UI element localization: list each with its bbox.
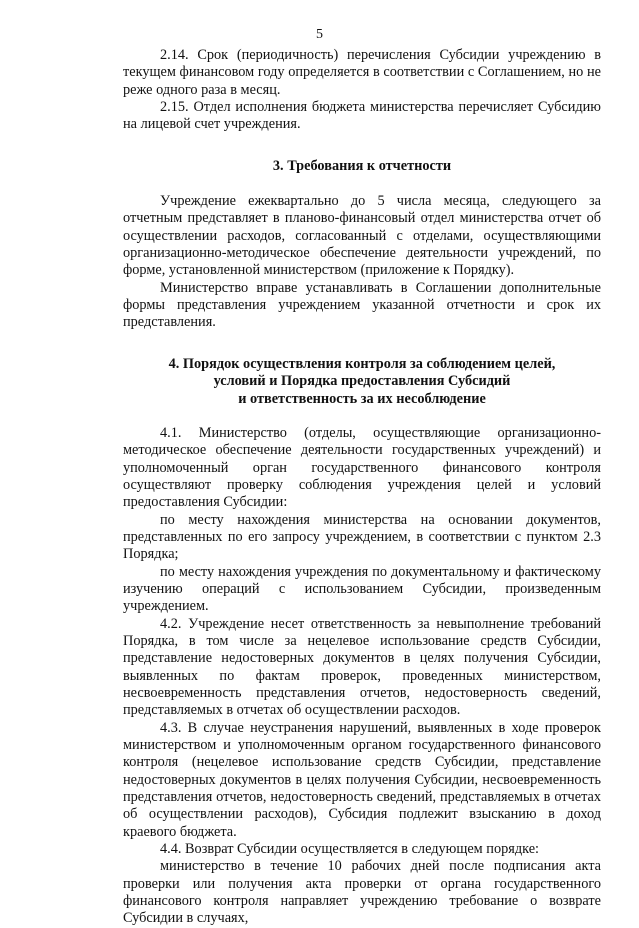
section-4-title-line-3: и ответственность за их несоблюдение	[238, 390, 486, 407]
section-4-title-line-1: 4. Порядок осуществления контроля за соблюдением целей,	[168, 355, 556, 372]
paragraph-2-15: 2.15. Отдел исполнения бюджета министерства перечисляет Субсидию на лицевой счет учреждения.	[123, 99, 601, 133]
paragraph-3-2: Министерство вправе устанавливать в Соглашении дополнительные формы представления учреждением указанной отчетности и срок их представления.	[123, 279, 601, 331]
paragraph-4-1: 4.1. Министерство (отделы, осуществляющие организационно-методическое обеспечение деятельности государственных учреждений) и уполномоченный орган государственного финансового контроля осуществляют проверку соблюдения учреждения целей и условий предоставления Субсидии:	[123, 424, 601, 511]
section-3-title: 3. Требования к отчетности	[272, 157, 452, 174]
paragraph-2-14: 2.14. Срок (периодичность) перечисления Субсидии учреждению в текущем финансовом году определяется в соответствии с Соглашением, но не реже одного раза в месяц.	[123, 47, 601, 98]
section-4-title	[123, 356, 601, 408]
section-4-title-line-2: условий и Порядка предоставления Субсидий	[213, 373, 511, 390]
paragraph-4-1-b: по месту нахождения учреждения по документальному и фактическому изучению операций с использованием Субсидии, произведенным учреждением.	[123, 563, 601, 615]
paragraph-4-4-a: министерство в течение 10 рабочих дней после подписания акта проверки или получения акта проверки от органа государственного финансового контроля направляет учреждению требование о возврате Субсидии в случаях,	[123, 858, 601, 927]
page-number: 5	[316, 27, 323, 42]
paragraph-4-2: 4.2. Учреждение несет ответственность за невыполнение требований Порядка, в том числе за нецелевое использование средств Субсидии, представление недостоверных документов в целях получения Субсидии, выявленных по фактам проверок, проведенных министерством, несвоевременность представления отчетов, недостоверность сведений, представляемых в отчетах об осуществлении расходов.	[123, 615, 601, 719]
paragraph-3-1: Учреждение ежеквартально до 5 числа месяца, следующего за отчетным представляет в планово-финансовый отдел министерства отчет об осуществлении расходов, согласованный с отделами, осуществляющими организационно-методическое обеспечение деятельности учреждений, по форме, установленной министерством (приложение к Порядку).	[123, 193, 601, 279]
paragraph-4-1-a: по месту нахождения министерства на основании документов, представленных по его запросу учреждением, в соответствии с пунктом 2.3 Порядка;	[123, 511, 601, 563]
document-body	[123, 47, 601, 928]
paragraph-4-3: 4.3. В случае неустранения нарушений, выявленных в ходе проверок министерством и уполномоченным органом государственного финансового контроля (нецелевое использование средств Субсидии, представление недостоверных документов в целях получения Субсидии, несвоевременность представления отчетов, недостоверность сведений, представляемых в отчетах об осуществлении расходов), Субсидия подлежит взысканию в доход краевого бюджета.	[123, 719, 601, 840]
paragraph-4-4: 4.4. Возврат Субсидии осуществляется в следующем порядке:	[160, 841, 540, 858]
